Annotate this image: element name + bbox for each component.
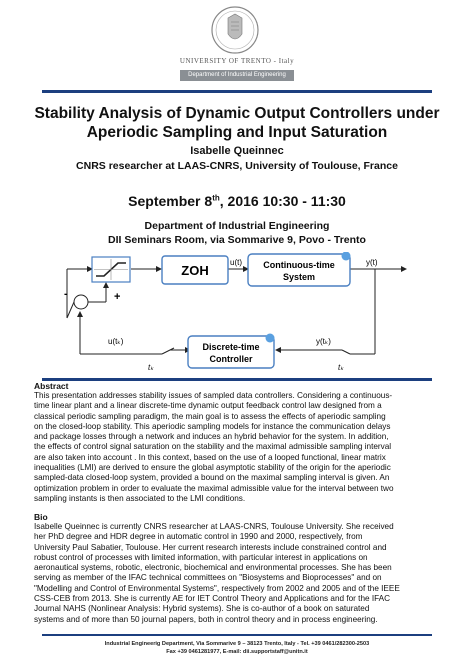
section-divider — [42, 378, 432, 381]
bio-body — [34, 522, 442, 625]
abstract-line: on the closed-loop stability. This aperiodic sampling models for instance the communication delays — [34, 421, 391, 431]
abstract-line: time linear plant and a linear discrete-time dynamic output feedback control law designed from a — [34, 401, 382, 411]
abstract-line: sampling instants is then associated to the LMI conditions. — [34, 493, 246, 503]
bio-line: robust control of processes with limited information, with particular interest in applications on — [34, 552, 368, 562]
bio-line: University Paul Sabatier, Toulouse. Her current research interests include constrained control and — [34, 542, 387, 552]
zoh-label: ZOH — [181, 263, 209, 278]
speaker-name: Isabelle Queinnec — [190, 145, 284, 157]
bio-line: Isabelle Queinnec is currently CNRS researcher at LAAS-CNRS, Toulouse University. She received — [34, 522, 394, 531]
control-block-diagram — [50, 252, 420, 376]
abstract-heading: Abstract — [34, 381, 69, 391]
abstract-line: inequalities (LMI) are derived to ensure the global asymptotic stability of the origin for the aperiodic — [34, 463, 391, 473]
tk-right-label: tₖ — [338, 363, 344, 372]
controller-badge-icon — [266, 334, 275, 343]
footer-contact: Fax +39 0461281977, E-mail: dii.supportstaff@unitn.it — [166, 649, 308, 655]
footer-divider — [42, 634, 432, 636]
bio-line: Journal NAHS (Nonlinear Analysis: Hybrid systems). She is co-author of a book on saturated — [34, 604, 370, 614]
plant-label-2: System — [282, 272, 316, 282]
footer-address: Industrial Engineerig Department, Via Sommarive 9 – 38123 Trento, Italy - Tel. +39 0461/282300-2503 — [104, 641, 370, 647]
y-tk-label: y(tₖ) — [316, 337, 331, 346]
speaker-affiliation: CNRS researcher at LAAS-CNRS, University of Toulouse, France — [76, 160, 398, 172]
bio-line: CSS-CEB from 2013. She is currently AE for IET Control Theory and Applications and for the IFAC — [34, 594, 391, 604]
u-t-label: u(t) — [230, 258, 242, 267]
u-tk-label: u(tₖ) — [108, 337, 124, 346]
plant-label-1: Continuous-time — [263, 260, 335, 270]
date-suffix: th — [212, 193, 220, 203]
abstract-line: are also taken into account . In this context, based on the use of a looped functional, linear matrix — [34, 452, 386, 462]
tk-left-label: tₖ — [148, 363, 154, 372]
minus-sign: - — [64, 288, 68, 300]
abstract-body — [34, 391, 442, 504]
bio-line: aeronautical systems, robotic, electronic, biochemical and environmental processes. She has been — [34, 563, 392, 573]
university-seal-logo — [210, 4, 260, 56]
venue-room: DII Seminars Room, via Sommarive 9, Povo - Trento — [108, 234, 366, 246]
bio-line: serving as member of the IFAC technical committees on "Biosystems and Bioprocesses" and on — [34, 573, 382, 583]
seminar-title: Stability Analysis of Dynamic Output Controllers under Aperiodic Sampling and Input Saturation — [34, 105, 440, 141]
abstract-line: and package losses through a network and induces an hybrid behavior for the system. In addition, — [34, 432, 389, 442]
venue-department: Department of Industrial Engineering — [144, 220, 330, 232]
abstract-line: optimization problem in order to evaluate the maximal admissible value for the interval between two — [34, 483, 394, 493]
abstract-line: the effects of control signal saturation on the stability and the maximal admissible sampling interval — [34, 442, 392, 452]
controller-label-1: Discrete-time — [202, 342, 260, 352]
abstract-line: classical periodic sampling paradigm, the main goal is to assess the effects of aperiodic sampling — [34, 411, 386, 421]
controller-label-2: Controller — [209, 354, 253, 364]
plus-sign: + — [114, 291, 121, 303]
abstract-line: This presentation addresses stability issues of sampled data controllers. Considering a continuous- — [34, 391, 393, 400]
date-day: September 8 — [128, 193, 213, 209]
header-divider — [42, 90, 432, 93]
seminar-date — [0, 193, 474, 209]
bio-line: "Modelling and Control of Environmental Systems", respectively from 2002 and 2005 and of the IEEE — [34, 583, 400, 593]
bio-line: her PhD degree and HDR degree in automatic control in 1990 and 2000, respectively, from — [34, 532, 363, 542]
date-time: , 2016 10:30 - 11:30 — [219, 193, 346, 209]
summing-junction — [74, 295, 88, 309]
y-t-label: y(t) — [366, 258, 378, 267]
university-name: UNIVERSITY OF TRENTO - Italy — [179, 57, 295, 65]
bio-line: systems and of more than 50 journal papers, both in control theory and in process engineering. — [34, 614, 378, 624]
abstract-line: sampled-data closed-loop system, provided a bound on the maximal sampling interval is given. An — [34, 473, 390, 483]
department-banner: Department of Industrial Engineering — [180, 70, 294, 81]
bio-heading: Bio — [34, 512, 48, 522]
